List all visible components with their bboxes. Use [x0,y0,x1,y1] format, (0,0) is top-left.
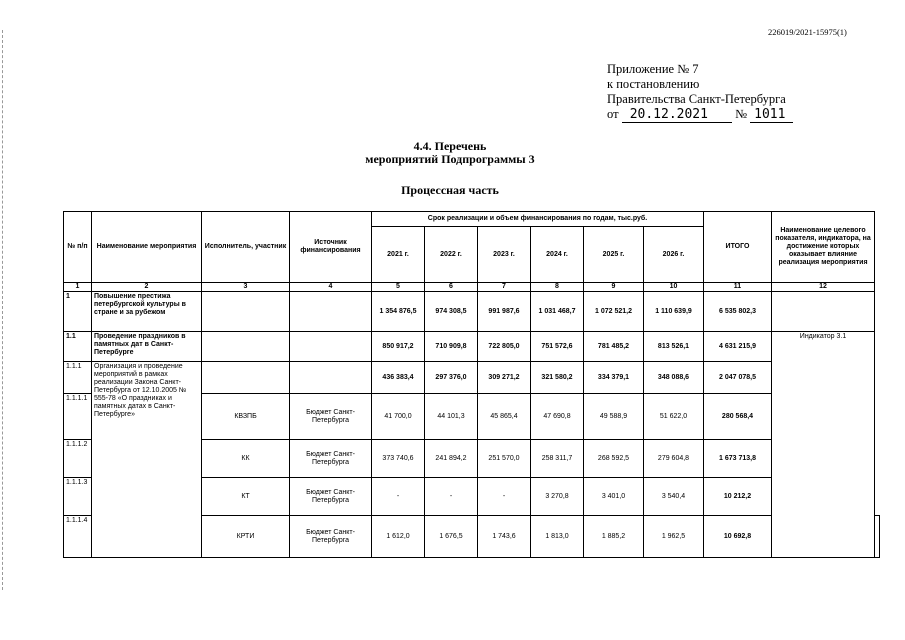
row-value: 41 700,0 [372,394,425,440]
row-value: 51 622,0 [644,394,704,440]
row-value: 47 690,8 [531,394,584,440]
appendix-line3: Правительства Санкт-Петербурга [607,92,786,106]
row-executor [202,292,290,332]
col-number: 6 [425,283,478,292]
row-value: 373 740,6 [372,440,425,478]
header-num: № п/п [64,212,92,283]
row-source: Бюджет Санкт-Петербурга [290,394,372,440]
row-value: 309 271,2 [478,362,531,394]
col-number: 3 [202,283,290,292]
row-value: 850 917,2 [372,332,425,362]
row-name: Проведение праздников в памятных дат в Санкт-Петербурге [92,332,202,362]
row-num: 1.1.1.1 [64,394,92,440]
row-value: 1 354 876,5 [372,292,425,332]
appendix-date-line [607,107,793,122]
table-row [64,362,880,394]
page-edge-rule [2,30,3,590]
header-indicator: Наименование целевого показателя, индикатора, на достижение которых оказывает влияние реализация мероприятия [772,212,875,283]
row-name: Повышение престижа петербургской культуры в стране и за рубежом [92,292,202,332]
row-value: 279 604,8 [644,440,704,478]
row-executor: КК [202,440,290,478]
row-value: 49 588,9 [584,394,644,440]
row-total: 280 568,4 [704,394,772,440]
row-executor: КВЗПБ [202,394,290,440]
col-number: 11 [704,283,772,292]
row-value: 3 540,4 [644,478,704,516]
col-number: 5 [372,283,425,292]
row-source: Бюджет Санкт-Петербурга [290,440,372,478]
table-row [64,332,880,362]
row-indicator: Индикатор 3.1 [772,332,875,558]
appendix-line1: Приложение № 7 [607,62,699,76]
header-year: 2022 г. [425,227,478,283]
row-executor [202,362,290,394]
row-value: 436 383,4 [372,362,425,394]
row-num: 1.1.1.4 [64,516,92,558]
row-num: 1.1 [64,332,92,362]
col-number: 2 [92,283,202,292]
row-value: 1 031 468,7 [531,292,584,332]
row-executor: КТ [202,478,290,516]
row-total: 2 047 078,5 [704,362,772,394]
column-number-row [64,283,880,292]
row-source: Бюджет Санкт-Петербурга [290,478,372,516]
row-indicator-blank [875,516,880,558]
row-executor: КРТИ [202,516,290,558]
row-total: 1 673 713,8 [704,440,772,478]
header-year: 2025 г. [584,227,644,283]
header-name: Наименование мероприятия [92,212,202,283]
row-value: 781 485,2 [584,332,644,362]
row-value: 1 612,0 [372,516,425,558]
row-source [290,292,372,332]
row-value: 251 570,0 [478,440,531,478]
from-label: от [607,107,619,121]
header-executor: Исполнитель, участник [202,212,290,283]
row-source [290,362,372,394]
row-value: 974 308,5 [425,292,478,332]
title-line2: мероприятий Подпрограммы 3 [365,152,535,166]
row-value: 268 592,5 [584,440,644,478]
row-total: 10 212,2 [704,478,772,516]
row-name: Организация и проведение мероприятий в рамках реализации Закона Санкт-Петербурга от 12.10.2005 № 555-78 «О праздниках и памятных датах в Санкт-Петербурге» [92,362,202,558]
table-row [64,292,880,332]
row-value: 1 743,6 [478,516,531,558]
header-year: 2021 г. [372,227,425,283]
row-value: 44 101,3 [425,394,478,440]
col-number: 4 [290,283,372,292]
row-total: 10 692,8 [704,516,772,558]
row-value: 813 526,1 [644,332,704,362]
row-executor [202,332,290,362]
row-value: 1 962,5 [644,516,704,558]
row-value: 297 376,0 [425,362,478,394]
col-number: 12 [772,283,875,292]
row-value: 334 379,1 [584,362,644,394]
col-number: 7 [478,283,531,292]
row-num: 1 [64,292,92,332]
row-value: - [425,478,478,516]
row-value: 1 813,0 [531,516,584,558]
row-total: 4 631 215,9 [704,332,772,362]
row-value: - [478,478,531,516]
appendix-number: 1011 [750,107,793,123]
col-number: 10 [644,283,704,292]
row-value: 1 072 521,2 [584,292,644,332]
measures-table [63,211,880,558]
row-num: 1.1.1 [64,362,92,394]
row-value: 722 805,0 [478,332,531,362]
title-line1: 4.4. Перечень [413,139,487,153]
row-value: 258 311,7 [531,440,584,478]
row-value: 321 580,2 [531,362,584,394]
row-value: 241 894,2 [425,440,478,478]
appendix-line2: к постановлению [607,77,700,91]
appendix-block [607,62,793,122]
row-value: 348 088,6 [644,362,704,394]
row-value: 751 572,6 [531,332,584,362]
row-value: 3 270,8 [531,478,584,516]
header-year: 2023 г. [478,227,531,283]
number-label: № [735,107,748,121]
header-year: 2024 г. [531,227,584,283]
row-value: 710 909,8 [425,332,478,362]
row-source: Бюджет Санкт-Петербурга [290,516,372,558]
row-value: 1 885,2 [584,516,644,558]
row-value: 3 401,0 [584,478,644,516]
row-value: - [372,478,425,516]
header-year: 2026 г. [644,227,704,283]
header-source: Источник финансирования [290,212,372,283]
header-total: ИТОГО [704,212,772,283]
col-number: 8 [531,283,584,292]
row-value: 45 865,4 [478,394,531,440]
row-value: 991 987,6 [478,292,531,332]
document-title [300,140,600,166]
row-value: 1 110 639,9 [644,292,704,332]
header-period: Срок реализации и объем финансирования по годам, тыс.руб. [372,212,704,227]
col-number: 1 [64,283,92,292]
col-number: 9 [584,283,644,292]
row-num: 1.1.1.2 [64,440,92,478]
row-value: 1 676,5 [425,516,478,558]
row-num: 1.1.1.3 [64,478,92,516]
section-subtitle: Процессная часть [401,183,499,197]
header-row-1 [64,212,880,227]
row-total: 6 535 802,3 [704,292,772,332]
appendix-date: 20.12.2021 [622,107,732,123]
document-id: 226019/2021-15975(1) [768,27,847,37]
row-source [290,332,372,362]
row-indicator [772,292,875,332]
